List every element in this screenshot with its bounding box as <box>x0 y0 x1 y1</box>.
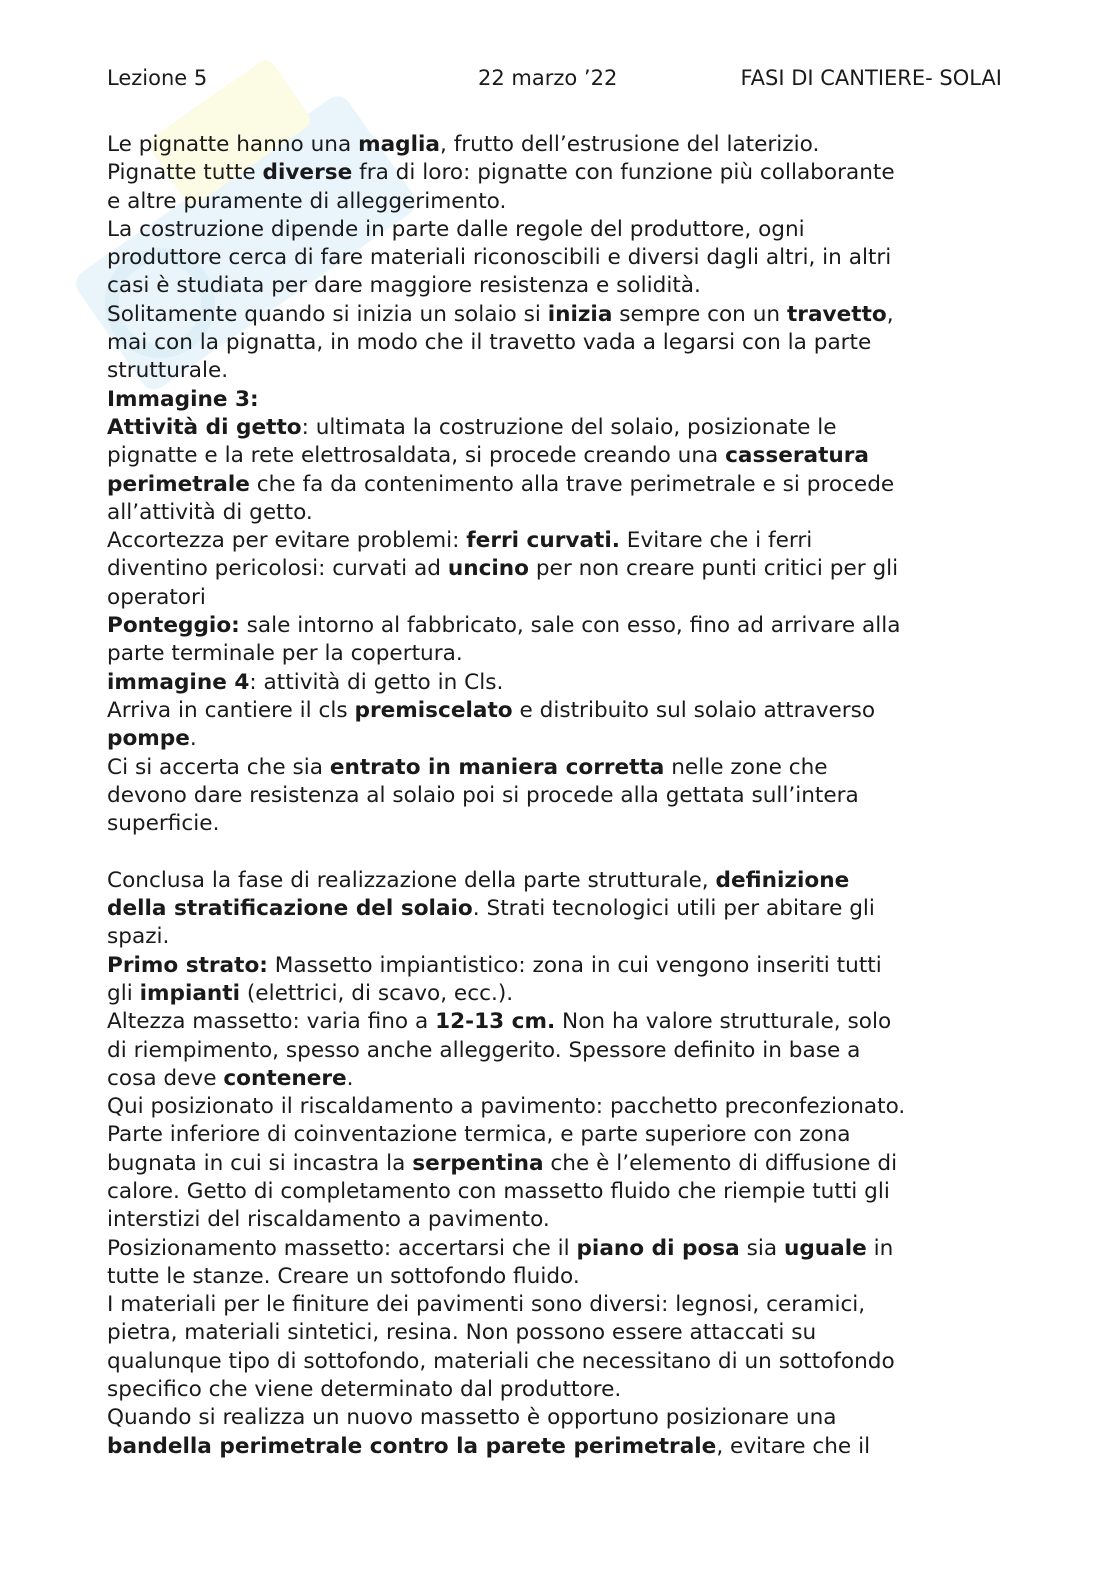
blank-line <box>107 838 1007 866</box>
bold-text: perimetrale <box>107 471 250 497</box>
text-segment: , frutto dell’estrusione del laterizio. <box>439 132 820 157</box>
text-line <box>107 1319 1007 1347</box>
text-line <box>107 1291 1007 1319</box>
text-line <box>107 584 1007 612</box>
text-segment: casi è studiata per dare maggiore resistenza e solidità. <box>107 273 701 299</box>
text-line <box>107 1348 1007 1376</box>
text-segment: fra di loro: pignatte con funzione più collaborante <box>352 160 895 186</box>
lesson-label: Lezione 5 <box>107 66 208 90</box>
bold-text: pompe <box>107 726 190 752</box>
text-line <box>107 810 1007 838</box>
bold-text: Ponteggio: <box>107 613 240 639</box>
bold-text: impianti <box>139 980 241 1006</box>
text-segment: e distribuito sul solaio attraverso <box>512 697 876 723</box>
text-line <box>107 329 1007 357</box>
bold-text: bandella perimetrale contro la parete perimetrale <box>107 1433 717 1459</box>
text-segment: La costruzione dipende in parte dalle regole del produttore, ogni <box>107 216 805 242</box>
text-line <box>107 272 1007 300</box>
text-line <box>107 754 1007 782</box>
text-line <box>107 952 1007 980</box>
bold-text: inizia <box>547 301 613 327</box>
text-line <box>107 669 1007 697</box>
text-line <box>107 895 1007 923</box>
text-segment: Qui posizionato il riscaldamento a pavimento: pacchetto preconfezionato. <box>107 1094 906 1120</box>
text-segment: Solitamente quando si inizia un solaio si <box>107 301 548 327</box>
bold-text: Immagine 3: <box>107 386 259 412</box>
text-segment: Accortezza per evitare problemi: <box>107 528 467 554</box>
text-segment: mai con la pignatta, in modo che il travetto vada a legarsi con la parte <box>107 330 872 356</box>
bold-text: definizione <box>715 867 850 893</box>
bold-text: della stratificazione del solaio <box>107 896 473 922</box>
text-segment: tutte le stanze. Creare un sottofondo fluido. <box>107 1263 580 1289</box>
lesson-topic: FASI DI CANTIERE- SOLAI <box>740 66 1002 90</box>
text-line <box>107 1037 1007 1065</box>
text-line <box>107 1150 1007 1178</box>
lesson-date: 22 marzo ’22 <box>478 66 618 90</box>
text-line <box>107 244 1007 272</box>
text-line <box>107 188 1007 216</box>
bold-text: contenere <box>223 1065 347 1091</box>
text-segment: Conclusa la fase di realizzazione della parte strutturale, <box>107 867 716 893</box>
text-line <box>107 1093 1007 1121</box>
text-line <box>107 725 1007 753</box>
text-segment: nelle zone che <box>664 754 828 780</box>
bold-text: piano di posa <box>576 1235 740 1261</box>
document-body <box>107 131 1007 1461</box>
text-line <box>107 357 1007 385</box>
text-line <box>107 1206 1007 1234</box>
text-line <box>107 612 1007 640</box>
text-segment: sale intorno al fabbricato, sale con esso, fino ad arrivare alla <box>239 613 901 639</box>
text-line <box>107 1178 1007 1206</box>
text-segment: Pignatte tutte <box>107 160 263 186</box>
text-line <box>107 867 1007 895</box>
text-line <box>107 1008 1007 1036</box>
bold-text: serpentina <box>412 1150 544 1176</box>
text-segment: produttore cerca di fare materiali riconoscibili e diversi dagli altri, in altri <box>107 245 892 271</box>
text-segment: interstizi del riscaldamento a pavimento. <box>107 1207 550 1233</box>
text-segment: calore. Getto di completamento con massetto fluido che riempie tutti gli <box>107 1178 890 1204</box>
bold-text: Primo strato: <box>107 952 268 978</box>
text-segment: : attività di getto in Cls. <box>249 669 504 695</box>
text-segment: Ci si accerta che sia <box>107 754 330 780</box>
text-segment: Le pignatte hanno una <box>107 132 359 157</box>
text-line <box>107 923 1007 951</box>
text-segment: per non creare punti critici per gli <box>528 556 899 582</box>
text-segment: : ultimata la costruzione del solaio, posizionate le <box>301 414 837 440</box>
text-segment: Quando si realizza un nuovo massetto è opportuno posizionare una <box>107 1405 837 1431</box>
text-segment: spazi. <box>107 924 170 950</box>
text-segment: pietra, materiali sintetici, resina. Non possono essere attaccati su <box>107 1320 817 1346</box>
text-segment: (elettrici, di scavo, ecc.). <box>240 980 514 1006</box>
text-line <box>107 640 1007 668</box>
text-line <box>107 471 1007 499</box>
text-line <box>107 1121 1007 1149</box>
text-segment: cosa deve <box>107 1065 224 1091</box>
bold-text: premiscelato <box>354 697 513 723</box>
text-segment: parte terminale per la copertura. <box>107 641 463 667</box>
text-line <box>107 555 1007 583</box>
text-segment: diventino pericolosi: curvati ad <box>107 556 448 582</box>
page-header <box>107 66 1002 96</box>
text-segment: strutturale. <box>107 358 229 384</box>
text-segment: Massetto impiantistico: zona in cui vengono inseriti tutti <box>267 952 882 978</box>
text-line <box>107 216 1007 244</box>
text-segment: Evitare che i ferri <box>619 528 813 554</box>
text-segment: Arriva in cantiere il cls <box>107 697 355 723</box>
text-segment: bugnata in cui si incastra la <box>107 1150 413 1176</box>
bold-text: ferri curvati. <box>466 528 620 554</box>
text-line <box>107 442 1007 470</box>
bold-text: Attività di getto <box>107 414 302 440</box>
text-segment: che fa da contenimento alla trave perimetrale e si procede <box>249 471 895 497</box>
text-line <box>107 1404 1007 1432</box>
text-segment: all’attività di getto. <box>107 499 313 525</box>
text-line <box>107 1263 1007 1291</box>
text-segment: devono dare resistenza al solaio poi si procede alla gettata sull’intera <box>107 782 859 808</box>
text-line <box>107 1376 1007 1404</box>
text-segment: in <box>866 1235 894 1261</box>
text-segment: Altezza massetto: varia fino a <box>107 1009 436 1035</box>
text-segment: e altre puramente di alleggerimento. <box>107 188 507 214</box>
text-segment: pignatte e la rete elettrosaldata, si procede creando una <box>107 443 726 469</box>
text-segment: sia <box>739 1235 784 1261</box>
text-line <box>107 1433 1007 1461</box>
bold-text: uncino <box>447 556 529 582</box>
text-line <box>107 386 1007 414</box>
text-segment: che è l’elemento di diffusione di <box>543 1150 898 1176</box>
text-line <box>107 301 1007 329</box>
text-segment: qualunque tipo di sottofondo, materiali che necessitano di un sottofondo <box>107 1348 895 1374</box>
text-line <box>107 499 1007 527</box>
text-line <box>107 414 1007 442</box>
text-line <box>107 697 1007 725</box>
text-line <box>107 527 1007 555</box>
text-line <box>107 131 1007 159</box>
bold-text: diverse <box>262 160 353 186</box>
text-segment: Posizionamento massetto: accertarsi che il <box>107 1235 577 1261</box>
bold-text: uguale <box>783 1235 867 1261</box>
text-segment: I materiali per le finiture dei pavimenti sono diversi: legnosi, ceramici, <box>107 1292 866 1318</box>
text-line <box>107 782 1007 810</box>
text-segment: Parte inferiore di coinventazione termica, e parte superiore con zona <box>107 1122 851 1148</box>
text-segment: di riempimento, spesso anche alleggerito. Spessore definito in base a <box>107 1037 861 1063</box>
bold-text: casseratura <box>725 443 869 469</box>
text-segment: gli <box>107 980 140 1006</box>
text-segment: . <box>189 726 197 752</box>
text-segment: . Strati tecnologici utili per abitare gli <box>472 896 875 922</box>
text-segment: operatori <box>107 584 206 610</box>
bold-text: immagine 4 <box>107 669 250 695</box>
text-segment: . <box>346 1065 354 1091</box>
bold-text: entrato in maniera corretta <box>329 754 665 780</box>
text-line <box>107 980 1007 1008</box>
bold-text: 12-13 cm. <box>435 1009 556 1035</box>
text-segment: , evitare che il <box>716 1433 871 1459</box>
text-segment: Non ha valore strutturale, solo <box>555 1009 892 1035</box>
text-line <box>107 1065 1007 1093</box>
bold-text: travetto <box>786 301 887 327</box>
text-line <box>107 1235 1007 1263</box>
text-line <box>107 159 1007 187</box>
text-segment: , <box>886 301 894 327</box>
bold-text: maglia <box>358 132 440 157</box>
text-segment: sempre con un <box>612 301 787 327</box>
text-segment: specifico che viene determinato dal produttore. <box>107 1377 622 1403</box>
text-segment: superficie. <box>107 811 220 837</box>
